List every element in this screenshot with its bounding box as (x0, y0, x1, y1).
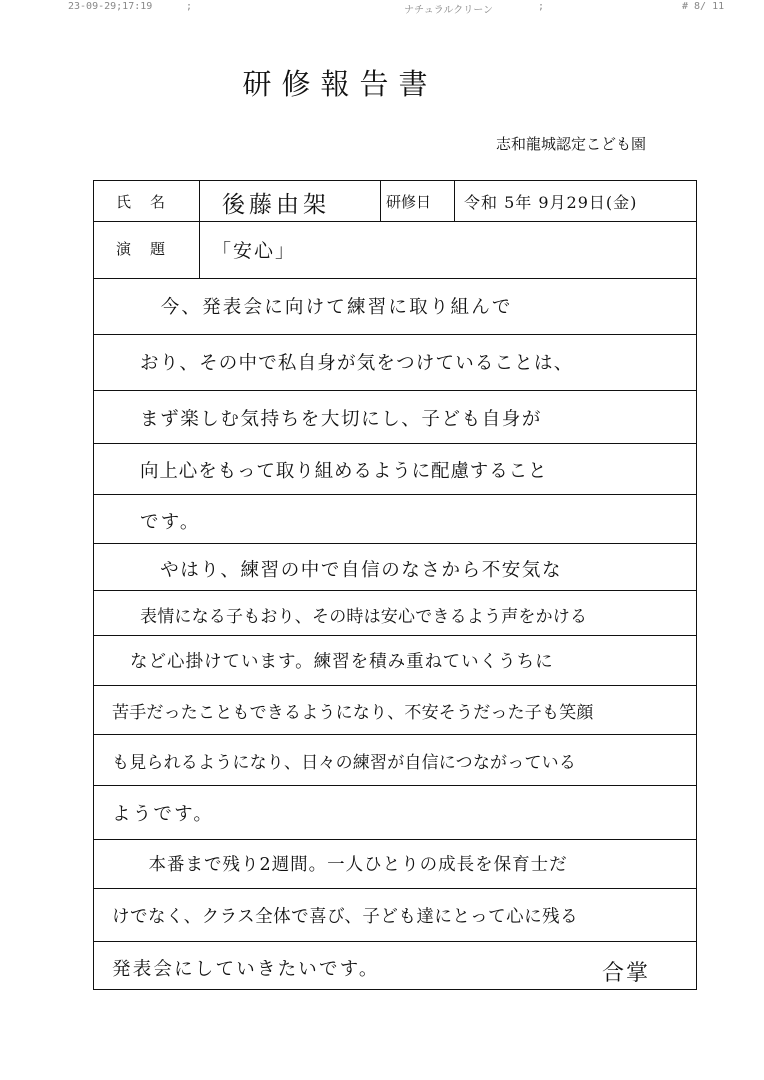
row-divider (94, 543, 696, 544)
name-value: 後藤由架 (222, 192, 330, 218)
report-line: 苦手だったこともできるようになり、不安そうだった子も笑顔 (112, 703, 594, 723)
report-line: です。 (140, 512, 201, 533)
fax-separator: ; (186, 1, 193, 12)
training-date-label: 研修日 (386, 193, 432, 211)
column-divider (454, 181, 455, 221)
row-divider (94, 785, 696, 786)
column-divider (380, 181, 381, 221)
topic-value: 「安心」 (212, 240, 297, 262)
row-divider (94, 888, 696, 889)
row-divider (94, 390, 696, 391)
report-line: おり、その中で私自身が気をつけていることは、 (140, 353, 574, 374)
report-line: やはり、練習の中で自信のなさから不安気な (140, 560, 563, 581)
report-line: 発表会にしていきたいです。 (112, 959, 380, 980)
fax-page-number: # 8/ 11 (682, 1, 725, 12)
topic-label: 演 題 (116, 240, 168, 258)
report-line: 本番まで残り2週間。一人ひとりの成長を保育士だ (130, 855, 568, 875)
row-divider (94, 278, 696, 279)
row-divider (94, 494, 696, 495)
report-form (93, 180, 697, 990)
fax-timestamp: 23-09-29;17:19 (68, 1, 153, 12)
report-line: も見られるようになり、日々の練習が自信につながっている (112, 753, 577, 773)
fax-header (0, 0, 764, 14)
fax-sender: ナチュラルクリーン (404, 5, 493, 16)
row-divider (94, 839, 696, 840)
signature-gassho: 合掌 (602, 961, 651, 986)
row-divider (94, 221, 696, 222)
column-divider (199, 181, 200, 278)
row-divider (94, 590, 696, 591)
row-divider (94, 734, 696, 735)
row-divider (94, 635, 696, 636)
report-line: 今、発表会に向けて練習に取り組んで (140, 297, 513, 318)
document-title: 研修報告書 (242, 67, 438, 101)
report-line: けでなく、クラス全体で喜び、子ども達にとって心に残る (112, 907, 579, 927)
row-divider (94, 334, 696, 335)
row-divider (94, 685, 696, 686)
report-line: ようです。 (112, 804, 215, 825)
report-line: まず楽しむ気持ちを大切にし、子ども自身が (140, 409, 543, 430)
name-label: 氏 名 (116, 193, 168, 211)
report-line: など心掛けています。練習を積み重ねていくうちに (130, 652, 554, 672)
row-divider (94, 443, 696, 444)
row-divider (94, 941, 696, 942)
fax-separator: ; (538, 1, 545, 12)
report-line: 向上心をもって取り組めるように配慮すること (140, 461, 548, 482)
institution-name: 志和龍城認定こども園 (496, 135, 647, 153)
report-line: 表情になる子もおり、その時は安心できるよう声をかける (140, 607, 588, 627)
training-date-value: 令和 5年 9月29日(金) (464, 193, 638, 212)
